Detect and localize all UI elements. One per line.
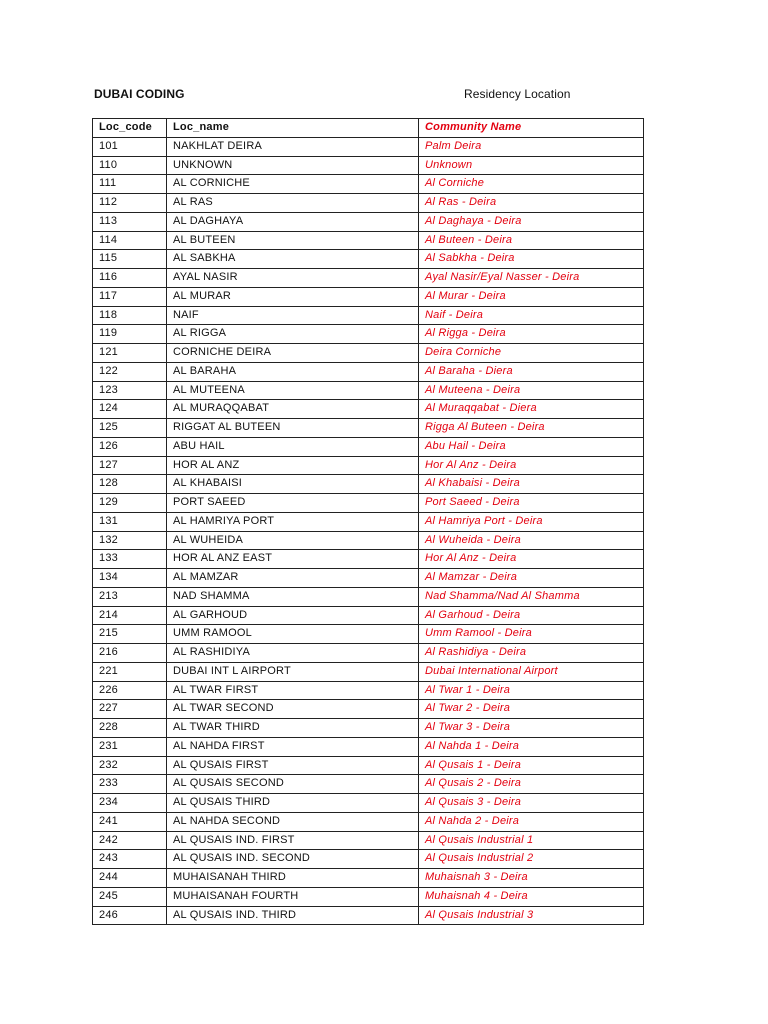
cell-loc-name: NAKHLAT DEIRA <box>167 137 419 156</box>
cell-community-name: Muhaisnah 3 - Deira <box>419 869 644 888</box>
cell-loc-name: NAIF <box>167 306 419 325</box>
table-row <box>93 306 644 325</box>
cell-community-name: Naif - Deira <box>419 306 644 325</box>
cell-loc-code: 115 <box>93 250 167 269</box>
cell-loc-code: 131 <box>93 512 167 531</box>
cell-community-name: Umm Ramool - Deira <box>419 625 644 644</box>
cell-loc-name: AYAL NASIR <box>167 269 419 288</box>
cell-loc-code: 119 <box>93 325 167 344</box>
cell-loc-code: 246 <box>93 906 167 925</box>
cell-loc-code: 122 <box>93 362 167 381</box>
table-header-row <box>93 119 644 138</box>
table-row <box>93 250 644 269</box>
document-title: DUBAI CODING <box>94 87 185 101</box>
cell-community-name: Al Nahda 1 - Deira <box>419 737 644 756</box>
cell-community-name: Nad Shamma/Nad Al Shamma <box>419 587 644 606</box>
cell-loc-code: 118 <box>93 306 167 325</box>
cell-community-name: Al Baraha - Diera <box>419 362 644 381</box>
table-row <box>93 212 644 231</box>
cell-loc-code: 213 <box>93 587 167 606</box>
cell-loc-name: AL QUSAIS IND. THIRD <box>167 906 419 925</box>
cell-loc-name: AL QUSAIS SECOND <box>167 775 419 794</box>
cell-loc-name: AL KHABAISI <box>167 475 419 494</box>
cell-loc-code: 234 <box>93 794 167 813</box>
cell-loc-code: 133 <box>93 550 167 569</box>
cell-loc-name: PORT SAEED <box>167 494 419 513</box>
cell-community-name: Al Buteen - Deira <box>419 231 644 250</box>
cell-loc-code: 127 <box>93 456 167 475</box>
cell-loc-code: 132 <box>93 531 167 550</box>
cell-loc-code: 232 <box>93 756 167 775</box>
cell-loc-code: 242 <box>93 831 167 850</box>
table-row <box>93 831 644 850</box>
header-community-name: Community Name <box>419 119 644 138</box>
cell-community-name: Unknown <box>419 156 644 175</box>
cell-loc-name: RIGGAT AL BUTEEN <box>167 419 419 438</box>
cell-loc-code: 117 <box>93 287 167 306</box>
table-row <box>93 419 644 438</box>
cell-loc-code: 244 <box>93 869 167 888</box>
cell-community-name: Hor Al Anz - Deira <box>419 550 644 569</box>
table-row <box>93 587 644 606</box>
cell-community-name: Al Mamzar - Deira <box>419 569 644 588</box>
cell-loc-code: 245 <box>93 887 167 906</box>
table-row <box>93 269 644 288</box>
cell-loc-name: DUBAI INT L AIRPORT <box>167 662 419 681</box>
cell-loc-name: AL MAMZAR <box>167 569 419 588</box>
cell-community-name: Al Muraqqabat - Diera <box>419 400 644 419</box>
cell-loc-name: MUHAISANAH FOURTH <box>167 887 419 906</box>
header-loc-code: Loc_code <box>93 119 167 138</box>
cell-community-name: Al Daghaya - Deira <box>419 212 644 231</box>
table-row <box>93 869 644 888</box>
cell-loc-code: 231 <box>93 737 167 756</box>
cell-loc-code: 243 <box>93 850 167 869</box>
cell-loc-code: 121 <box>93 344 167 363</box>
cell-community-name: Abu Hail - Deira <box>419 437 644 456</box>
table-row <box>93 344 644 363</box>
cell-community-name: Al Rashidiya - Deira <box>419 644 644 663</box>
cell-loc-name: AL CORNICHE <box>167 175 419 194</box>
cell-loc-code: 233 <box>93 775 167 794</box>
cell-loc-name: AL RAS <box>167 194 419 213</box>
cell-loc-code: 226 <box>93 681 167 700</box>
header-loc-name: Loc_name <box>167 119 419 138</box>
cell-community-name: Al Twar 3 - Deira <box>419 719 644 738</box>
table-body <box>93 137 644 925</box>
cell-community-name: Al Qusais Industrial 1 <box>419 831 644 850</box>
table-row <box>93 850 644 869</box>
cell-loc-code: 129 <box>93 494 167 513</box>
cell-loc-name: AL WUHEIDA <box>167 531 419 550</box>
cell-loc-name: NAD SHAMMA <box>167 587 419 606</box>
cell-community-name: Deira Corniche <box>419 344 644 363</box>
cell-loc-code: 221 <box>93 662 167 681</box>
table-row <box>93 625 644 644</box>
cell-loc-name: ABU HAIL <box>167 437 419 456</box>
table-row <box>93 494 644 513</box>
table-row <box>93 175 644 194</box>
table-row <box>93 362 644 381</box>
cell-loc-code: 101 <box>93 137 167 156</box>
table-row <box>93 531 644 550</box>
table-row <box>93 569 644 588</box>
table-row <box>93 456 644 475</box>
table-row <box>93 887 644 906</box>
cell-loc-name: AL QUSAIS IND. SECOND <box>167 850 419 869</box>
cell-community-name: Muhaisnah 4 - Deira <box>419 887 644 906</box>
table-row <box>93 194 644 213</box>
cell-loc-name: HOR AL ANZ EAST <box>167 550 419 569</box>
cell-loc-code: 113 <box>93 212 167 231</box>
table-row <box>93 662 644 681</box>
table-row <box>93 400 644 419</box>
cell-community-name: Al Qusais 3 - Deira <box>419 794 644 813</box>
table-row <box>93 756 644 775</box>
cell-community-name: Al Qusais 1 - Deira <box>419 756 644 775</box>
cell-community-name: Al Twar 1 - Deira <box>419 681 644 700</box>
table-header <box>93 119 644 138</box>
table-row <box>93 550 644 569</box>
cell-loc-name: UMM RAMOOL <box>167 625 419 644</box>
cell-loc-code: 241 <box>93 812 167 831</box>
cell-loc-name: AL BARAHA <box>167 362 419 381</box>
cell-community-name: Al Rigga - Deira <box>419 325 644 344</box>
cell-loc-name: MUHAISANAH THIRD <box>167 869 419 888</box>
table-row <box>93 700 644 719</box>
cell-community-name: Dubai International Airport <box>419 662 644 681</box>
cell-loc-code: 215 <box>93 625 167 644</box>
cell-community-name: Al Garhoud - Deira <box>419 606 644 625</box>
cell-loc-code: 123 <box>93 381 167 400</box>
table-row <box>93 606 644 625</box>
cell-loc-code: 214 <box>93 606 167 625</box>
table-row <box>93 812 644 831</box>
table-row <box>93 512 644 531</box>
table-row <box>93 325 644 344</box>
table-row <box>93 775 644 794</box>
cell-loc-code: 125 <box>93 419 167 438</box>
cell-community-name: Al Sabkha - Deira <box>419 250 644 269</box>
cell-loc-name: AL DAGHAYA <box>167 212 419 231</box>
cell-loc-name: AL SABKHA <box>167 250 419 269</box>
cell-loc-name: AL RASHIDIYA <box>167 644 419 663</box>
cell-loc-name: AL TWAR THIRD <box>167 719 419 738</box>
cell-loc-code: 124 <box>93 400 167 419</box>
table-row <box>93 794 644 813</box>
cell-community-name: Al Khabaisi - Deira <box>419 475 644 494</box>
cell-community-name: Hor Al Anz - Deira <box>419 456 644 475</box>
cell-community-name: Al Murar - Deira <box>419 287 644 306</box>
table-row <box>93 737 644 756</box>
table-row <box>93 231 644 250</box>
table-row <box>93 681 644 700</box>
cell-community-name: Al Qusais Industrial 2 <box>419 850 644 869</box>
location-code-table <box>92 118 644 925</box>
cell-community-name: Al Corniche <box>419 175 644 194</box>
cell-community-name: Al Muteena - Deira <box>419 381 644 400</box>
cell-loc-name: AL BUTEEN <box>167 231 419 250</box>
cell-loc-name: AL GARHOUD <box>167 606 419 625</box>
cell-loc-code: 116 <box>93 269 167 288</box>
cell-loc-name: AL QUSAIS FIRST <box>167 756 419 775</box>
cell-loc-name: HOR AL ANZ <box>167 456 419 475</box>
table-row <box>93 437 644 456</box>
cell-loc-name: AL TWAR SECOND <box>167 700 419 719</box>
document-subtitle: Residency Location <box>464 87 571 101</box>
table-row <box>93 287 644 306</box>
cell-community-name: Port Saeed - Deira <box>419 494 644 513</box>
cell-loc-code: 111 <box>93 175 167 194</box>
cell-loc-name: AL TWAR FIRST <box>167 681 419 700</box>
cell-community-name: Rigga Al Buteen - Deira <box>419 419 644 438</box>
cell-community-name: Al Qusais Industrial 3 <box>419 906 644 925</box>
cell-loc-name: CORNICHE DEIRA <box>167 344 419 363</box>
cell-loc-code: 126 <box>93 437 167 456</box>
cell-loc-code: 216 <box>93 644 167 663</box>
table-row <box>93 381 644 400</box>
cell-loc-name: AL MUTEENA <box>167 381 419 400</box>
cell-community-name: Palm Deira <box>419 137 644 156</box>
table-row <box>93 719 644 738</box>
cell-loc-name: UNKNOWN <box>167 156 419 175</box>
cell-loc-name: AL RIGGA <box>167 325 419 344</box>
table-row <box>93 644 644 663</box>
cell-community-name: Al Qusais 2 - Deira <box>419 775 644 794</box>
table-row <box>93 137 644 156</box>
cell-loc-name: AL HAMRIYA PORT <box>167 512 419 531</box>
cell-loc-name: AL QUSAIS IND. FIRST <box>167 831 419 850</box>
table-row <box>93 906 644 925</box>
cell-community-name: Al Hamriya Port - Deira <box>419 512 644 531</box>
cell-loc-name: AL MURAR <box>167 287 419 306</box>
cell-loc-name: AL NAHDA FIRST <box>167 737 419 756</box>
table-row <box>93 156 644 175</box>
cell-community-name: Al Wuheida - Deira <box>419 531 644 550</box>
cell-community-name: Ayal Nasir/Eyal Nasser - Deira <box>419 269 644 288</box>
cell-loc-code: 114 <box>93 231 167 250</box>
cell-loc-code: 227 <box>93 700 167 719</box>
cell-loc-name: AL MURAQQABAT <box>167 400 419 419</box>
cell-loc-code: 110 <box>93 156 167 175</box>
cell-community-name: Al Twar 2 - Deira <box>419 700 644 719</box>
cell-loc-code: 134 <box>93 569 167 588</box>
cell-loc-code: 128 <box>93 475 167 494</box>
cell-loc-name: AL NAHDA SECOND <box>167 812 419 831</box>
cell-community-name: Al Nahda 2 - Deira <box>419 812 644 831</box>
cell-loc-code: 112 <box>93 194 167 213</box>
cell-loc-code: 228 <box>93 719 167 738</box>
table-row <box>93 475 644 494</box>
cell-loc-name: AL QUSAIS THIRD <box>167 794 419 813</box>
cell-community-name: Al Ras - Deira <box>419 194 644 213</box>
